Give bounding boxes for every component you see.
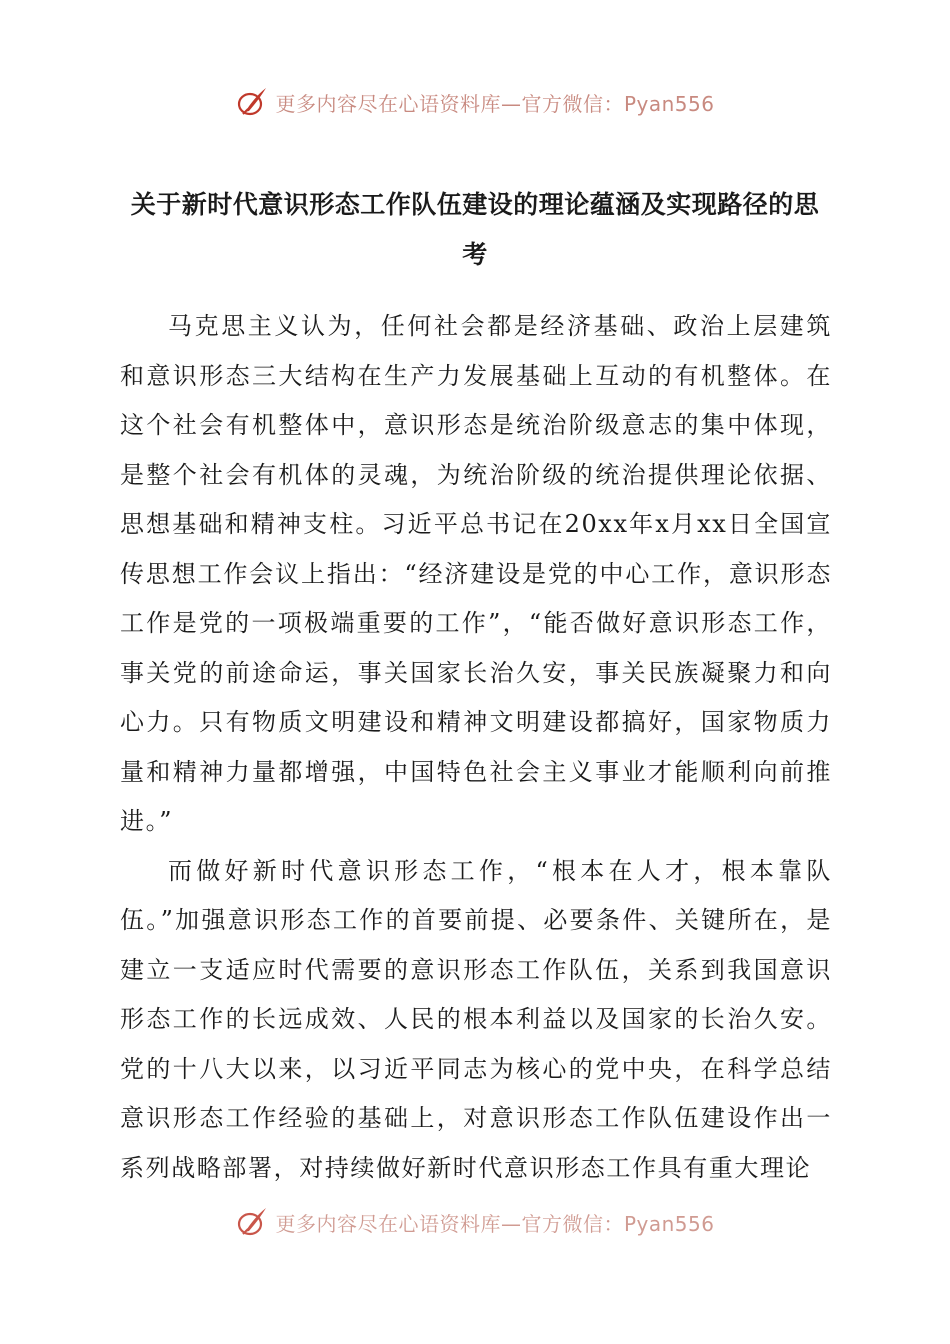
quill-logo-icon (235, 85, 269, 119)
footer-watermark (0, 1202, 950, 1242)
document-title: 关于新时代意识形态工作队伍建设的理论蕴涵及实现路径的思考 (130, 190, 820, 269)
watermark-text: 更多内容尽在心语资料库—官方微信：Pyan556 (275, 91, 715, 116)
paragraph-1: 马克思主义认为，任何社会都是经济基础、政治上层建筑和意识形态三大结构在生产力发展基础上互动的有机整体。在这个社会有机整体中，意识形态是统治阶级意志的集中体现，是整个社会有机体的灵魂，为统治阶级的统治提供理论依据、思想基础和精神支柱。习近平总书记在20xx年x月xx日全国宣传思想工作会议上指出：“经济建设是党的中心工作，意识形态工作是党的一项极端重要的工作”，“能否做好意识形态工作，事关党的前途命运，事关国家长治久安，事关民族凝聚力和向心力。只有物质文明建设和精神文明建设都搞好，国家物质力量和精神力量都增强，中国特色社会主义事业才能顺利向前推进。” (120, 312, 832, 835)
header-watermark (0, 82, 950, 122)
document-body (120, 302, 832, 1193)
paragraph-2: 而做好新时代意识形态工作，“根本在人才，根本靠队伍。”加强意识形态工作的首要前提、必要条件、关键所在，是建立一支适应时代需要的意识形态工作队伍，关系到我国意识形态工作的长远成效、人民的根本利益以及国家的长治久安。党的十八大以来，以习近平同志为核心的党中央，在科学总结意识形态工作经验的基础上，对意识形态工作队伍建设作出一系列战略部署，对持续做好新时代意识形态工作具有重大理论 (120, 856, 832, 1182)
quill-logo-icon (235, 1205, 269, 1239)
watermark-text: 更多内容尽在心语资料库—官方微信：Pyan556 (275, 1211, 715, 1236)
